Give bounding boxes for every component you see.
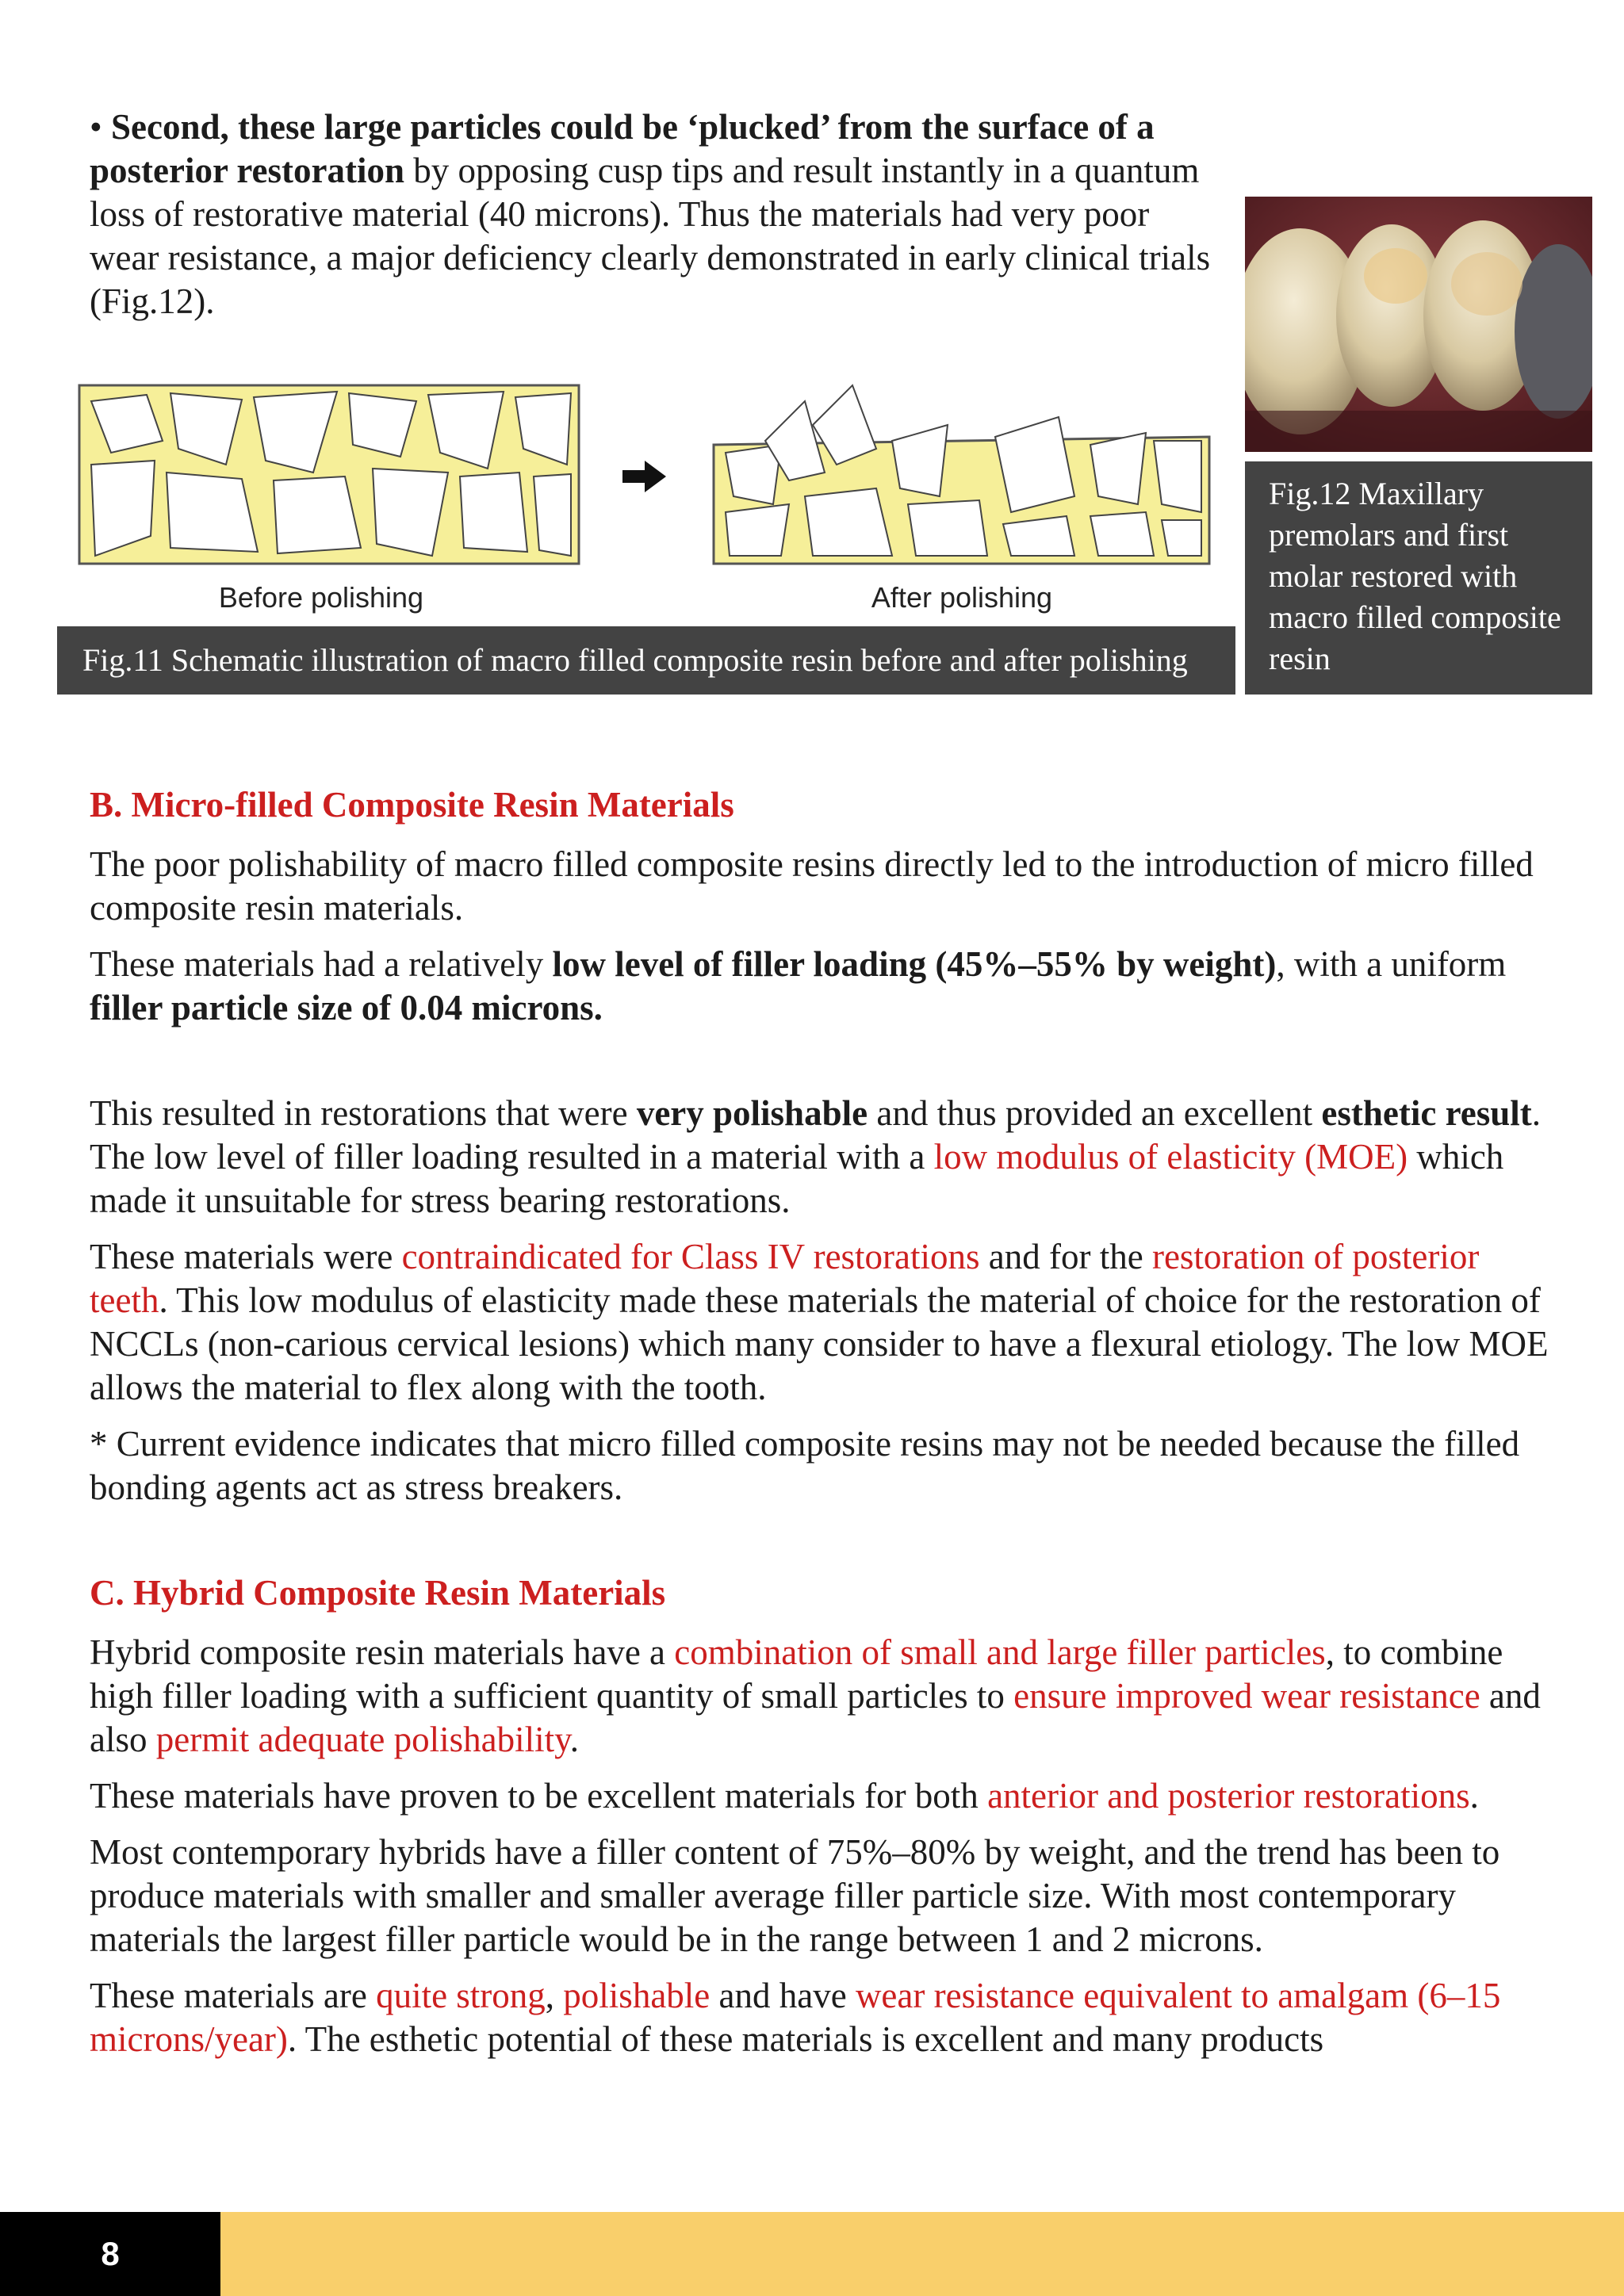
section-c-p3: Most contemporary hybrids have a filler content of 75%–80% by weight, and the trend has been to produce materials with smaller and smaller average filler particle size. With most contemporary materials the largest filler particle would be in the range between 1 and 2 microns.	[90, 1832, 1500, 1959]
fig12-caption: Fig.12 Maxillary premolars and first molar restored with macro filled composite resin	[1245, 461, 1592, 695]
after-block	[714, 385, 1209, 564]
section-c-p4: These materials are quite strong, polishable and have wear resistance equivalent to amalgam (6–15 microns/year). The esthetic potential of these materials is excellent and many products	[90, 1976, 1501, 2059]
section-c-heading: C. Hybrid Composite Resin Materials	[90, 1573, 666, 1613]
page-number: 8	[0, 2212, 220, 2296]
teeth-photo-illustration	[1245, 197, 1592, 452]
section-b-heading: B. Micro-filled Composite Resin Materials	[90, 785, 734, 825]
section-c-p2: These materials have proven to be excellent materials for both anterior and posterior restorations.	[90, 1776, 1479, 1816]
bullet: •	[90, 107, 102, 147]
main-content	[90, 783, 1557, 2074]
fig11-diagram	[75, 377, 1217, 620]
after-polishing-label: After polishing	[871, 581, 1053, 614]
section-b-p3: This resulted in restorations that were very polishable and thus provided an excellent esthetic result. The low level of filler loading resulted in a material with a low modulus of elasticity (MOE) which made it unsuitable for stress bearing restorations.	[90, 1093, 1542, 1220]
before-polishing-label: Before polishing	[218, 581, 424, 614]
section-b-p1: The poor polishability of macro filled composite resins directly led to the introduction of micro filled composite resin materials.	[90, 844, 1534, 928]
intro-paragraph	[90, 105, 1216, 323]
footer-bar	[220, 2212, 1624, 2296]
intro-text: by opposing cusp tips and result instantly in a quantum loss of restorative material (40 microns). Thus the materials had very poor wear resistance, a major deficiency clearly demonstrated in early clinical trials (Fig.12).	[90, 151, 1211, 321]
intro-bold-lead: Second, these large particles could be ‘plucked’ from the surface of a posterior restoration	[90, 107, 1155, 190]
teeth-photo	[1245, 197, 1592, 452]
composite-schematic	[75, 377, 1217, 620]
section-b-p5: * Current evidence indicates that micro filled composite resins may not be needed because the filled bonding agents act as stress breakers.	[90, 1424, 1520, 1507]
fig11-caption: Fig.11 Schematic illustration of macro filled composite resin before and after polishing	[57, 626, 1235, 695]
section-b-p2: These materials had a relatively low level of filler loading (45%–55% by weight), with a uniform filler particle size of 0.04 microns.	[90, 944, 1507, 1027]
before-block	[79, 385, 579, 564]
arrow-icon	[622, 461, 666, 492]
section-c-p1: Hybrid composite resin materials have a combination of small and large filler particles, to combine high filler loading with a sufficient quantity of small particles to ensure improved wear resistance and also permit adequate polishability.	[90, 1632, 1541, 1759]
section-b-p4: These materials were contraindicated for Class IV restorations and for the restoration of posterior teeth. This low modulus of elasticity made these materials the material of choice for the restoration of NCCLs (non-carious cervical lesions) which many consider to have a flexural etiology. The low MOE allows the material to flex along with the tooth.	[90, 1237, 1549, 1407]
